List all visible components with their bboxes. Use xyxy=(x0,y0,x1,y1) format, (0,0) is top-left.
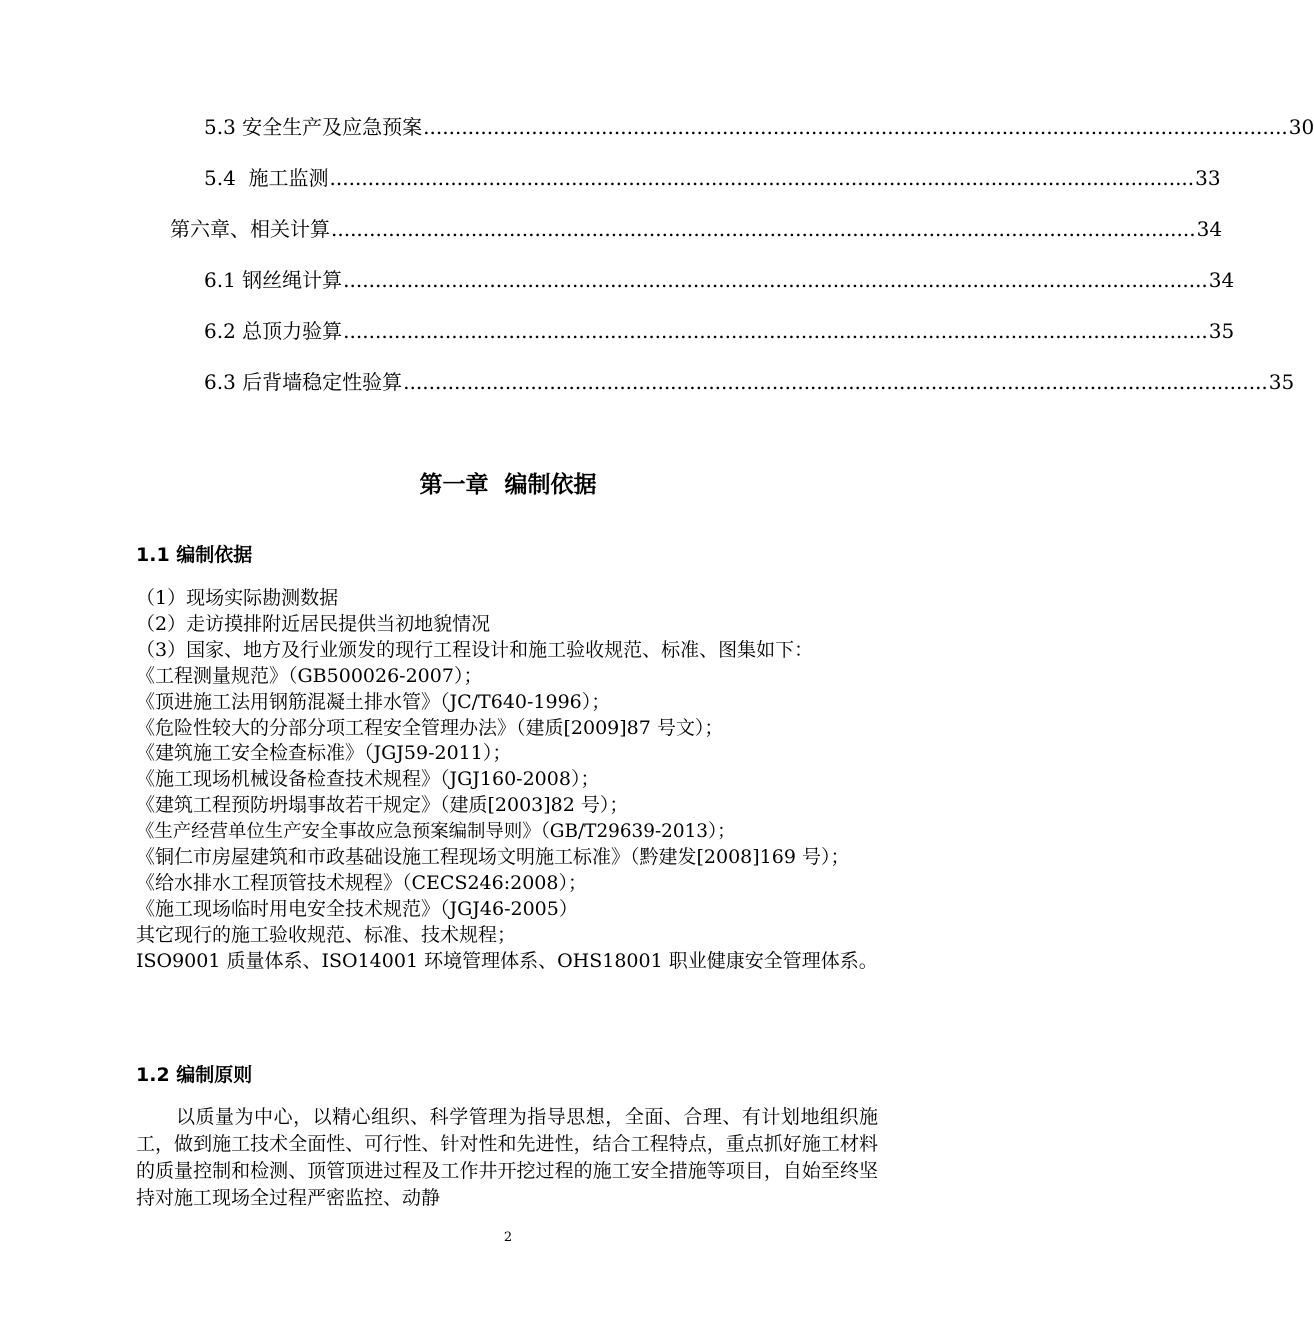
toc-entry[interactable] xyxy=(0,369,1295,395)
basis-item: （2）走访摸排附近居民提供当初地貌情况 xyxy=(136,612,491,635)
basis-list xyxy=(136,586,878,975)
toc-entry-title: 6.1 钢丝绳计算 xyxy=(204,268,343,292)
toc-leader-dots: ........................................................................................................................................ xyxy=(343,268,1208,292)
toc-leader-dots: ........................................................................................................................................ xyxy=(423,115,1288,139)
principle-paragraph: 以质量为中心，以精心组织、科学管理为指导思想，全面、合理、有计划地组织施工，做到施工技术全面性、可行性、针对性和先进性，结合工程特点，重点抓好施工材料的质量控制和检测、顶管顶进过程及工作井开挖过程的施工安全措施等项目，自始至终坚持对施工现场全过程严密监控、动静 xyxy=(136,1106,878,1209)
toc-entry-page: 33 xyxy=(1195,166,1221,190)
basis-item: 其它现行的施工验收规范、标准、技术规程； xyxy=(136,923,517,946)
basis-item: ISO9001 质量体系、ISO14001 环境管理体系、OHS18001 职业健康安全管理体系。 xyxy=(136,949,878,972)
basis-item: 《顶进施工法用钢筋混凝土排水管》（JC/T640-1996）； xyxy=(136,690,611,713)
toc-entry[interactable] xyxy=(0,216,1223,242)
toc-entry-title: 5.3 安全生产及应急预案 xyxy=(204,115,423,139)
basis-item: 《建筑施工安全检查标准》（JGJ59-2011）； xyxy=(136,742,512,765)
basis-item: （3）国家、地方及行业颁发的现行工程设计和施工验收规范、标准、图集如下： xyxy=(136,638,814,661)
basis-item: 《危险性较大的分部分项工程安全管理办法》（建质[2009]87 号文）； xyxy=(136,716,724,739)
toc-entry-title: 第六章、相关计算 xyxy=(170,217,330,241)
basis-item: （1）现场实际勘测数据 xyxy=(136,587,339,609)
toc-leader-dots: ........................................................................................................................................ xyxy=(343,319,1208,343)
chapter-title: 第一章 编制依据 xyxy=(419,472,597,498)
basis-item: 《给水排水工程顶管技术规程》（CECS246:2008）； xyxy=(136,871,587,894)
toc-entry[interactable] xyxy=(0,114,1314,140)
toc-entry-page: 35 xyxy=(1208,319,1235,343)
toc-entry-title: 5.4 施工监测 xyxy=(204,166,329,190)
basis-item: 《施工现场临时用电安全技术规范》（JGJ46-2005） xyxy=(136,897,578,920)
toc-entry[interactable] xyxy=(0,267,1235,293)
section-heading: 1.2 编制原则 xyxy=(136,1064,253,1086)
toc-entry-page: 35 xyxy=(1268,370,1295,394)
toc-entry-page: 30 xyxy=(1288,115,1314,139)
page-number: 2 xyxy=(503,1230,513,1245)
basis-item: 《施工现场机械设备检查技术规程》（JGJ160-2008）； xyxy=(136,768,600,791)
basis-item: 《建筑工程预防坍塌事故若干规定》（建质[2003]82 号）； xyxy=(136,794,629,817)
toc-entry[interactable] xyxy=(0,165,1221,191)
basis-item: 《铜仁市房屋建筑和市政基础设施工程现场文明施工标准》（黔建发[2008]169 号）； xyxy=(136,846,850,869)
basis-item: 《工程测量规范》（GB500026-2007）； xyxy=(136,664,483,687)
toc-entry-title: 6.3 后背墙稳定性验算 xyxy=(204,370,403,394)
toc-entry[interactable] xyxy=(0,318,1235,344)
toc-entry-page: 34 xyxy=(1196,217,1223,241)
toc-entry-page: 34 xyxy=(1208,268,1235,292)
toc-leader-dots: ........................................................................................................................................ xyxy=(403,370,1268,394)
toc-entry-title: 6.2 总顶力验算 xyxy=(204,319,343,343)
toc-leader-dots: ........................................................................................................................................ xyxy=(331,217,1196,241)
basis-item: 《生产经营单位生产安全事故应急预案编制导则》（GB/T29639-2013）； xyxy=(136,821,736,843)
toc-leader-dots: ........................................................................................................................................ xyxy=(329,166,1195,190)
section-heading: 1.1 编制依据 xyxy=(136,544,253,566)
